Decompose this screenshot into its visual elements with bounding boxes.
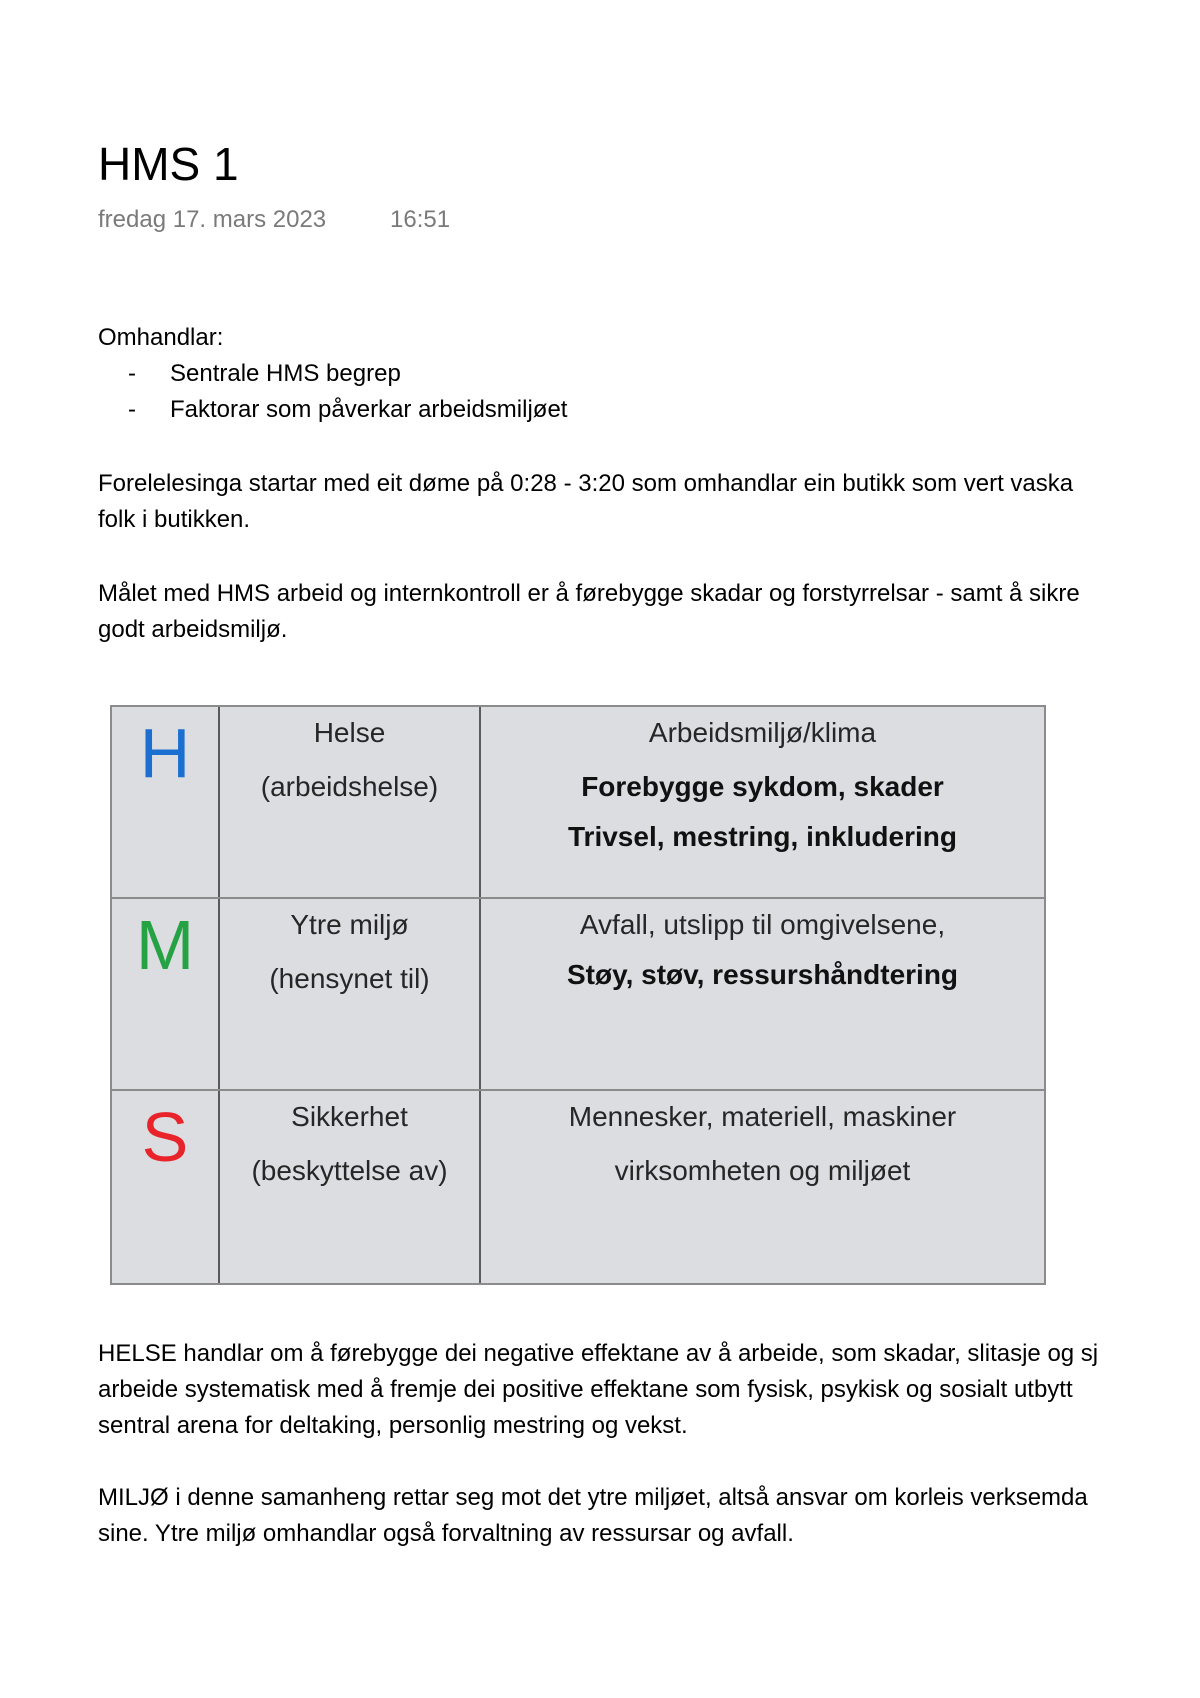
paragraph-1-line-1: Forelelesinga startar med eit døme på 0:28 - 3:20 som omhandlar ein butikk som vert vaska (98, 470, 1074, 497)
intro-list (98, 356, 567, 428)
hms-table (110, 705, 1046, 1285)
paragraph-1-line-2: folk i butikken. (98, 506, 251, 533)
hms-row-sikkerhet (112, 1091, 1044, 1283)
list-item (98, 356, 567, 392)
hms-term-cell (220, 707, 481, 897)
page-time: 16:51 (390, 206, 451, 233)
paragraph-2-line-1: Målet med HMS arbeid og internkontroll er å førebygge skadar og forstyrrelsar - samt å sikre (98, 580, 1080, 607)
paragraph-3-line-3: sentral arena for deltaking, personlig mestring og vekst. (98, 1412, 688, 1439)
hms-term-sub: (hensynet til) (269, 963, 430, 994)
page-date: fredag 17. mars 2023 (98, 206, 327, 233)
hms-desc-cell (481, 1091, 1044, 1283)
list-item-text: Sentrale HMS begrep (170, 360, 401, 387)
hms-desc: virksomheten og miljøet (614, 1155, 911, 1186)
hms-desc-cell (481, 899, 1044, 1089)
hms-term: Helse (313, 717, 386, 748)
hms-desc-bold: Trivsel, mestring, inkludering (568, 821, 957, 852)
hms-desc-bold: Forebygge sykdom, skader (581, 771, 944, 802)
hms-term-cell (220, 899, 481, 1089)
hms-letter-cell (112, 899, 220, 1089)
hms-term-cell (220, 1091, 481, 1283)
list-item (98, 392, 567, 428)
hms-term: Sikkerhet (291, 1101, 408, 1132)
paragraph-2-line-2: godt arbeidsmiljø. (98, 616, 288, 643)
list-item-text: Faktorar som påverkar arbeidsmiljøet (170, 396, 568, 423)
paragraph-3-line-1: HELSE handlar om å førebygge dei negative effektane av å arbeide, som skadar, slitasje og sj (98, 1340, 1099, 1367)
paragraph-4-line-2: sine. Ytre miljø omhandlar også forvaltning av ressursar og avfall. (98, 1520, 794, 1547)
hms-term-sub: (arbeidshelse) (260, 771, 439, 802)
hms-letter-m: M (135, 906, 195, 984)
hms-term: Ytre miljø (290, 909, 409, 940)
hms-desc: Mennesker, materiell, maskiner (568, 1101, 957, 1132)
intro-label: Omhandlar: (98, 324, 224, 351)
hms-letter-cell (112, 1091, 220, 1283)
page-title: HMS 1 (98, 138, 239, 190)
list-bullet: - (128, 360, 136, 387)
hms-row-miljo (112, 899, 1044, 1091)
hms-row-helse (112, 707, 1044, 899)
hms-letter-cell (112, 707, 220, 897)
hms-term-sub: (beskyttelse av) (251, 1155, 448, 1186)
list-bullet: - (128, 396, 136, 423)
hms-letter-s: S (141, 1098, 189, 1176)
hms-desc: Arbeidsmiljø/klima (648, 717, 877, 748)
paragraph-3-line-2: arbeide systematisk med å fremje dei positive effektane som fysisk, psykisk og sosialt utbytt (98, 1376, 1073, 1403)
paragraph-4-line-1: MILJØ i denne samanheng rettar seg mot det ytre miljøet, altså ansvar om korleis verksemda (98, 1484, 1088, 1511)
hms-desc: Avfall, utslipp til omgivelsene, (579, 909, 946, 940)
hms-desc-bold: Støy, støv, ressurshåndtering (566, 959, 959, 990)
page-meta (98, 204, 451, 236)
hms-letter-h: H (139, 714, 191, 792)
hms-desc-cell (481, 707, 1044, 897)
